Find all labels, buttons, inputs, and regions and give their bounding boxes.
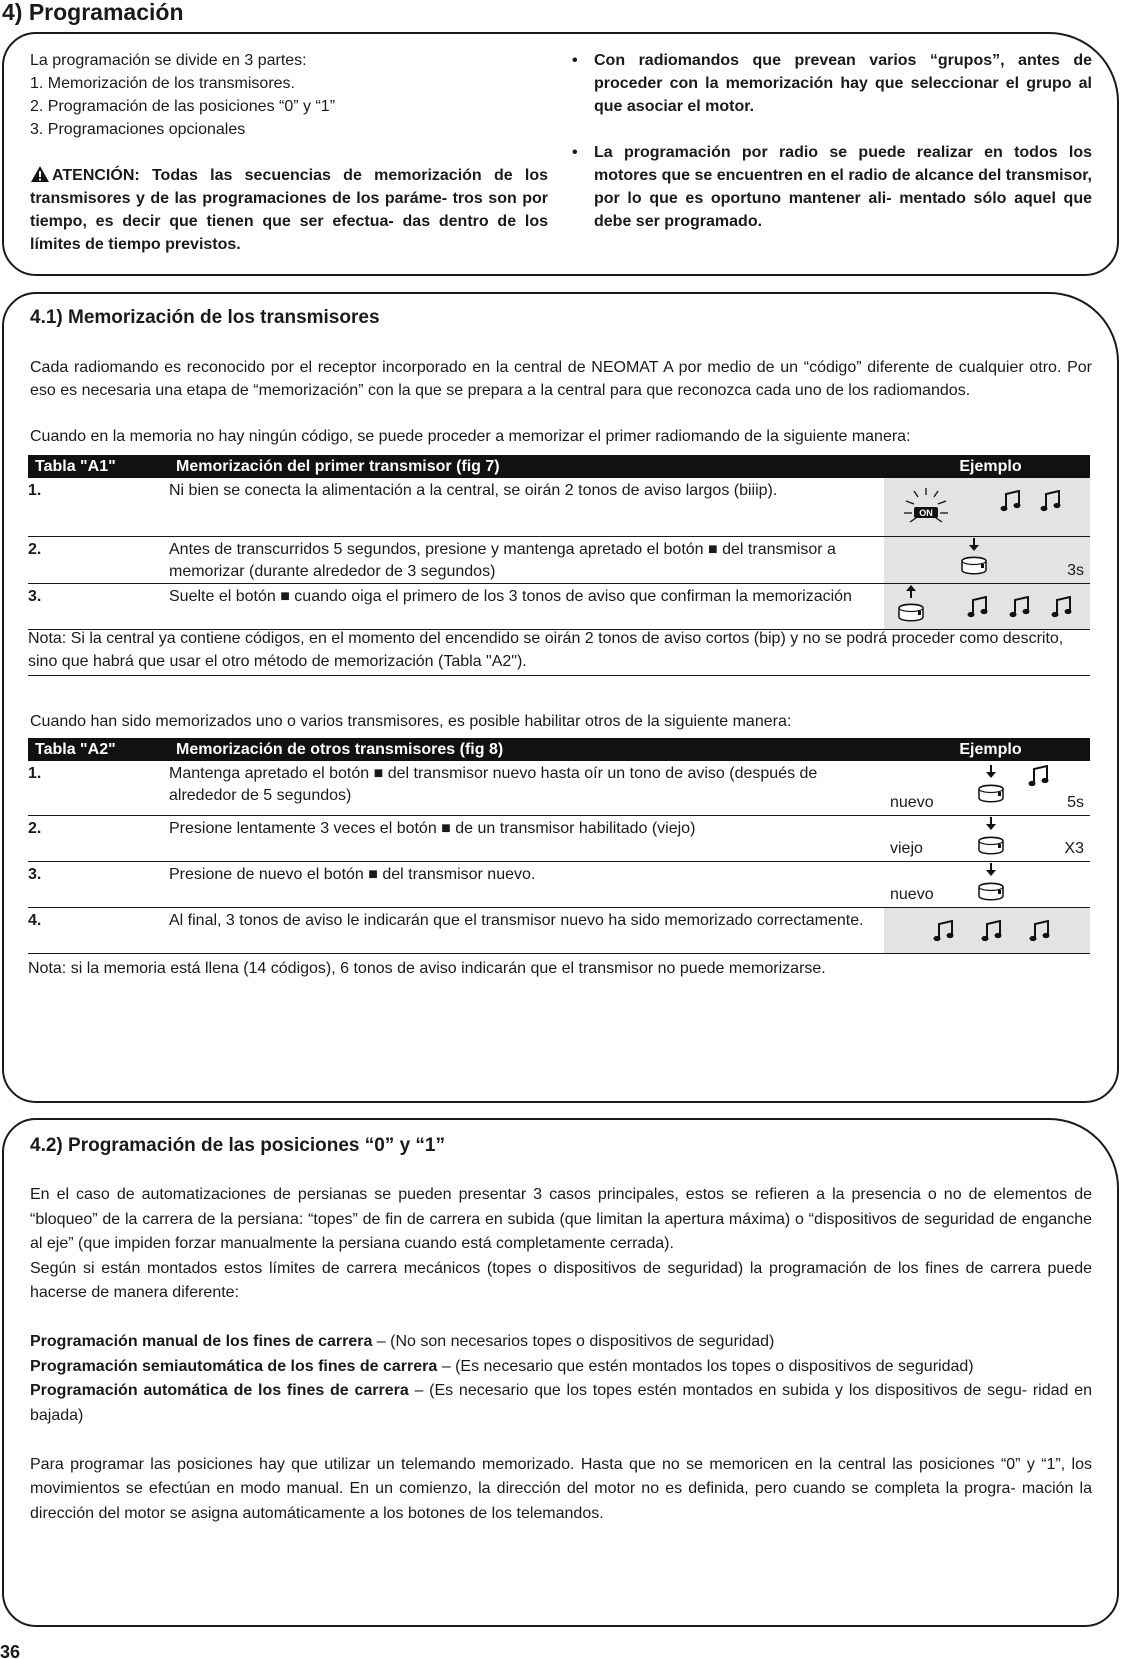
table-a1-header-1: Tabla "A1" [28,455,169,478]
paragraph: En el caso de automatizaciones de persianas se pueden presentar 3 casos principales, estos se refieren a la presencia o no de elementos de “bloqueo” de la carrera de la persiana: “topes” de fin de carrera en subida (que limitan la apertura máxima) o “dispositivos de seguridad de enganche al eje” (que impiden forzar manualmente la persiana cuando está completamente cerrada). [30,1186,1092,1252]
list-item-title: Programación semiautomática de los fines de carrera [30,1357,438,1375]
section-4-1-title: 4.1) Memorización de los transmisores [30,307,380,328]
music-note-icon [1027,765,1051,787]
example-count: X3 [1064,839,1084,857]
table-row [28,761,1090,815]
page-title: 4) Programación [2,0,184,25]
list-item [30,1355,1092,1380]
list-item [30,1379,1092,1428]
step-number: 1. [28,478,169,536]
step-text: Antes de transcurridos 5 segundos, presione y mantenga apretado el botón ■ del transmisor a memorizar (durante alrededor de 3 segundos) [169,536,884,583]
intro-line: 3. Programaciones opcionales [30,121,246,138]
example-label: viejo [890,839,923,857]
section-4-1-intro [30,356,1092,448]
example-cell [884,583,1090,629]
paragraph: Para programar las posiciones hay que utilizar un telemando memorizado. Hasta que no se memoricen en la central las posiciones “0” y “1”, los movimientos se efectúan en modo manual. En un comienzo, la dirección del motor no es definida, pero cuando se completa la progra- mación la dirección del motor se asigna automáticamente a los botones de los telemandos. [30,1455,1092,1522]
step-number: 2. [28,536,169,583]
music-note-icon [1008,596,1032,618]
table-a2-header-1: Tabla "A2" [28,738,169,761]
table-a1-header-2: Memorización del primer transmisor (fig 7) [169,455,884,478]
arrow-up-icon [896,585,926,598]
section-4-2-title: 4.2) Programación de las posiciones “0” y “1” [30,1135,445,1156]
example-label: nuevo [890,885,934,903]
transmitter-icon [959,551,989,577]
bullet-item [572,141,1092,233]
intro-line: La programación se divide en 3 partes: [30,52,307,69]
table-a1-note: Nota: Si la central ya contiene códigos, en el momento del encendido se oirán 2 tonos de aviso cortos (bip) y no se podrá proceder como descrito, sino que habrá que usar el otro método de memorización (Tabla "A2"). [28,627,1090,676]
music-note-icon [966,596,990,618]
table-row [28,478,1090,536]
warning-label: ATENCIÓN: Todas las secuencias de memorización de los transmisores y de las programaciones de los paráme- tros son por tiempo, es decir que tienen que ser efectua- das dentro de los límites de tiempo previstos. [30,167,548,253]
music-note-icon [999,490,1023,512]
table-a2 [28,738,1090,954]
table-a2-header-2: Memorización de otros transmisores (fig 8) [169,738,884,761]
example-cell [884,815,1090,861]
bullet-icon: • [572,144,578,161]
table-a2-header-3: Ejemplo [884,738,1090,761]
intro-line: 1. Memorización de los transmisores. [30,75,295,92]
paragraph: Cuando han sido memorizados uno o varios transmisores, es posible habilitar otros de la siguiente manera: [30,713,792,730]
intro-left-column [30,49,548,256]
step-text: Suelte el botón ■ cuando oiga el primero de los 3 tonos de aviso que confirman la memorización [169,583,884,629]
on-label: ON [919,508,933,518]
step-text: Mantenga apretado el botón ■ del transmisor nuevo hasta oír un tono de aviso (después de alrededor de 5 segundos) [169,761,884,815]
list-item-text: – (Es necesario que los topes estén montados en subida y los dispositivos de segu- ridad en bajada) [30,1382,1092,1424]
intro-right-column [572,49,1092,233]
step-text: Ni bien se conecta la alimentación a la central, se oirán 2 tonos de aviso largos (biiip). [169,478,884,536]
step-number: 2. [28,815,169,861]
step-number: 3. [28,861,169,907]
arrow-down-icon [976,817,1006,830]
example-cell [884,761,1090,815]
transmitter-icon [976,877,1006,903]
warning-icon [30,165,50,183]
paragraph: Cuando en la memoria no hay ningún código, se puede proceder a memorizar el primer radiomando de la siguiente manera: [30,428,911,445]
bullet-item [572,49,1092,118]
step-number: 1. [28,761,169,815]
example-cell [884,536,1090,583]
bullet-icon: • [572,52,578,69]
music-note-icon [932,920,956,942]
step-number: 3. [28,583,169,629]
list-item-text: – (No son necesarios topes o dispositivos de seguridad) [372,1333,775,1350]
page-number: 36 [0,1642,21,1659]
section-4-2-body [30,1183,1092,1526]
step-text: Presione de nuevo el botón ■ del transmisor nuevo. [169,861,884,907]
paragraph: Según si están montados estos límites de carrera mecánicos (topes o dispositivos de seguridad) la programación de los fines de carrera puede hacerse de manera diferente: [30,1259,1092,1301]
warning-text [30,164,548,256]
table-row [28,536,1090,583]
arrow-down-icon [976,863,1006,876]
list-item-text: – (Es necesario que estén montados los topes o dispositivos de seguridad) [437,1357,974,1375]
arrow-down-icon [976,765,1006,778]
list-item-title: Programación manual de los fines de carrera [30,1333,373,1350]
table-a1 [28,455,1090,630]
table-a1-header-3: Ejemplo [884,455,1090,478]
table-row [28,815,1090,861]
step-number: 4. [28,907,169,953]
music-note-icon [980,920,1004,942]
list-item-title: Programación automática de los fines de carrera [30,1382,409,1399]
example-cell [884,907,1090,953]
table-row [28,583,1090,629]
paragraph: Cada radiomando es reconocido por el receptor incorporado en la central de NEOMAT A por medio de un “código” diferente de cualquier otro. Por eso es necesaria una etapa de “memorización” con la que se prepara a la central para que reconozca cada uno de los radiomandos. [30,359,1092,399]
step-text: Al final, 3 tonos de aviso le indicarán que el transmisor nuevo ha sido memorizado correctamente. [169,907,884,953]
table-row [28,907,1090,953]
transmitter-icon [976,779,1006,805]
example-label: nuevo [890,793,934,811]
bullet-text: Con radiomandos que prevean varios “grupos”, antes de proceder con la memorización hay que seleccionar el grupo al que asociar el motor. [594,52,1092,115]
intro-line: 2. Programación de las posiciones “0” y “1” [30,98,336,115]
music-note-icon [1039,490,1063,512]
transmitter-icon [976,831,1006,857]
table-a2-note: Nota: si la memoria está llena (14 códigos), 6 tonos de aviso indicarán que el transmisor no puede memorizarse. [28,960,826,977]
example-duration: 5s [1067,793,1084,811]
example-duration: 3s [1067,561,1084,579]
power-on-icon [896,486,956,526]
music-note-icon [1050,596,1074,618]
bullet-text: La programación por radio se puede realizar en todos los motores que se encuentren en el radio de alcance del transmisor, por lo que es oportuno mantener ali- mentado sólo aquel que debe ser programado. [594,144,1092,230]
transmitter-icon [896,598,926,624]
music-note-icon [1028,920,1052,942]
step-text: Presione lentamente 3 veces el botón ■ de un transmisor habilitado (viejo) [169,815,884,861]
table-row [28,861,1090,907]
arrow-down-icon [959,538,989,551]
list-item [30,1330,1092,1355]
example-cell [884,861,1090,907]
example-cell [884,478,1090,536]
